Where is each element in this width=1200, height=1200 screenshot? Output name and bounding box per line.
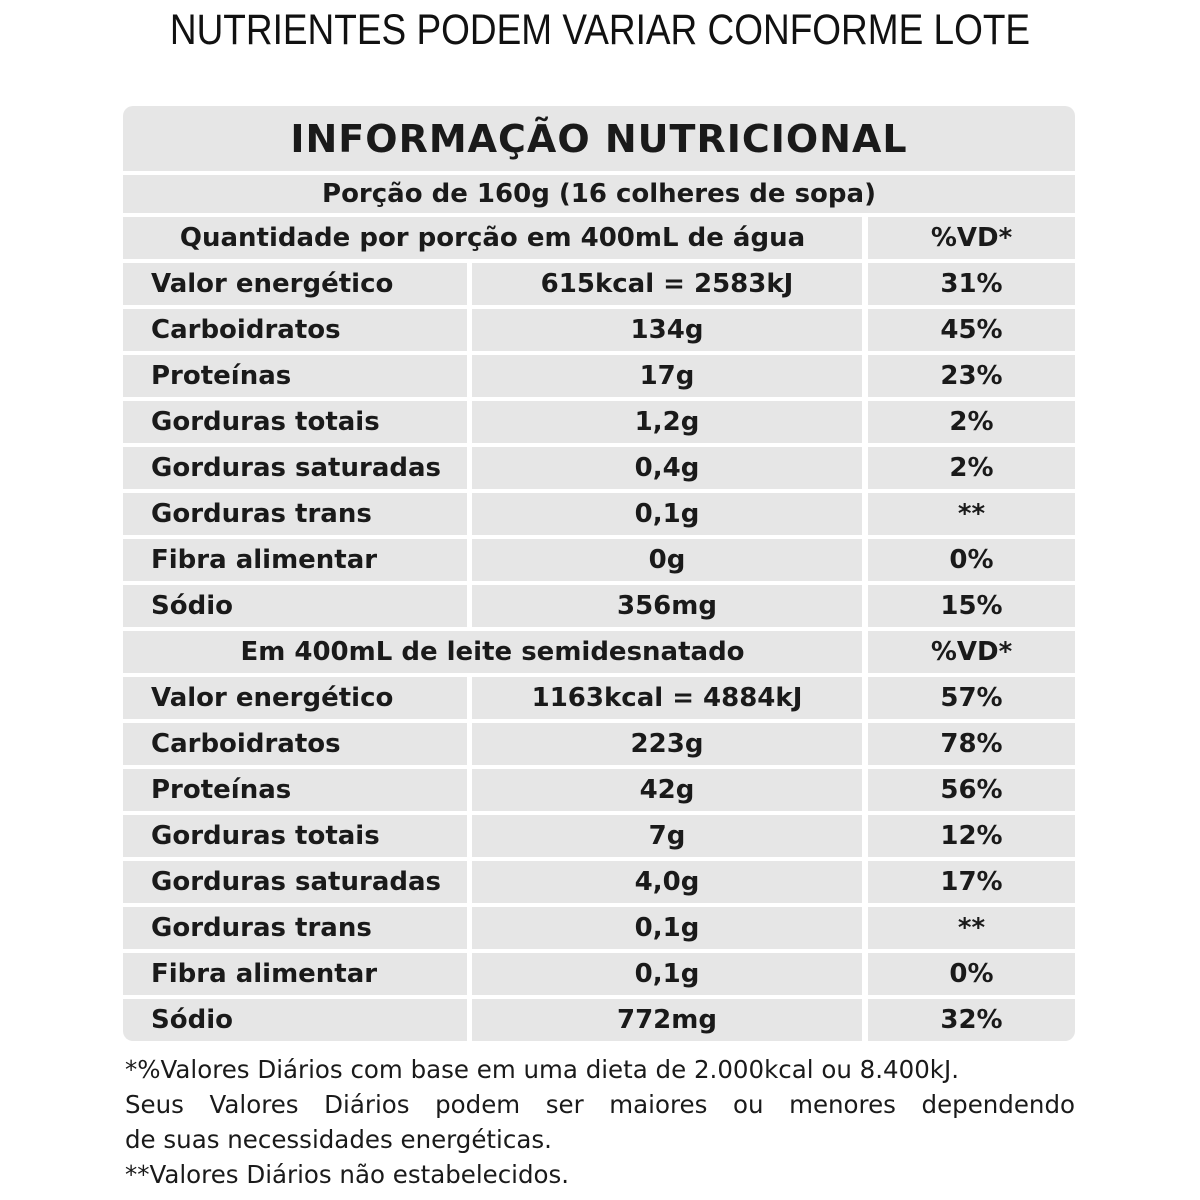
portion-size: Porção de 160g (16 colheres de sopa) xyxy=(123,175,1075,213)
table-row xyxy=(123,585,1075,627)
nutrient-name: Gorduras totais xyxy=(123,401,467,443)
nutrient-amount: 772mg xyxy=(472,999,862,1041)
nutrient-amount: 4,0g xyxy=(472,861,862,903)
nutrient-vd: 2% xyxy=(868,401,1075,443)
table-row xyxy=(123,953,1075,995)
nutrition-facts-table xyxy=(123,106,1075,1045)
nutrient-name: Proteínas xyxy=(123,355,467,397)
table-row xyxy=(123,355,1075,397)
table-row xyxy=(123,999,1075,1041)
nutrient-name: Carboidratos xyxy=(123,723,467,765)
nutrient-vd: 0% xyxy=(868,539,1075,581)
nutrient-name: Fibra alimentar xyxy=(123,539,467,581)
nutrient-name: Proteínas xyxy=(123,769,467,811)
section-header-label: Em 400mL de leite semidesnatado xyxy=(123,631,862,673)
nutrient-vd: 2% xyxy=(868,447,1075,489)
section-header-water xyxy=(123,217,1075,259)
nutrient-vd: 12% xyxy=(868,815,1075,857)
nutrient-amount: 223g xyxy=(472,723,862,765)
footnote-energy-needs: de suas necessidades energéticas. xyxy=(125,1125,552,1154)
nutrient-name: Sódio xyxy=(123,585,467,627)
table-row xyxy=(123,539,1075,581)
nutrient-name: Gorduras trans xyxy=(123,493,467,535)
table-row xyxy=(123,815,1075,857)
table-row xyxy=(123,401,1075,443)
nutrient-amount: 1,2g xyxy=(472,401,862,443)
nutrient-amount: 356mg xyxy=(472,585,862,627)
nutrient-vd: 56% xyxy=(868,769,1075,811)
nutrient-amount: 0,4g xyxy=(472,447,862,489)
nutrient-amount: 615kcal = 2583kJ xyxy=(472,263,862,305)
nutrient-amount: 0,1g xyxy=(472,907,862,949)
nutrient-name: Valor energético xyxy=(123,677,467,719)
table-row xyxy=(123,677,1075,719)
nutrient-vd: 31% xyxy=(868,263,1075,305)
table-row xyxy=(123,309,1075,351)
footnotes xyxy=(125,1052,1075,1192)
nutrient-vd: ** xyxy=(868,493,1075,535)
table-title: INFORMAÇÃO NUTRICIONAL xyxy=(123,106,1075,171)
table-row xyxy=(123,861,1075,903)
table-row xyxy=(123,723,1075,765)
nutrient-amount: 17g xyxy=(472,355,862,397)
nutrient-name: Fibra alimentar xyxy=(123,953,467,995)
nutrient-name: Sódio xyxy=(123,999,467,1041)
vd-header: %VD* xyxy=(868,217,1075,259)
section-header-milk xyxy=(123,631,1075,673)
nutrient-amount: 42g xyxy=(472,769,862,811)
table-row xyxy=(123,769,1075,811)
nutrient-amount: 7g xyxy=(472,815,862,857)
nutrient-amount: 0,1g xyxy=(472,493,862,535)
footnote-daily-values-variation: Seus Valores Diários podem ser maiores ou menores dependendo xyxy=(125,1090,1075,1119)
nutrient-vd: 32% xyxy=(868,999,1075,1041)
nutrient-name: Valor energético xyxy=(123,263,467,305)
nutrient-amount: 0,1g xyxy=(472,953,862,995)
nutrient-name: Gorduras saturadas xyxy=(123,447,467,489)
nutrient-amount: 1163kcal = 4884kJ xyxy=(472,677,862,719)
nutrient-amount: 0g xyxy=(472,539,862,581)
nutrient-vd: 15% xyxy=(868,585,1075,627)
nutrient-name: Carboidratos xyxy=(123,309,467,351)
nutrient-amount: 134g xyxy=(472,309,862,351)
table-row xyxy=(123,907,1075,949)
nutrient-vd: 57% xyxy=(868,677,1075,719)
footnote-not-established: **Valores Diários não estabelecidos. xyxy=(125,1160,570,1189)
nutrient-name: Gorduras trans xyxy=(123,907,467,949)
table-row xyxy=(123,447,1075,489)
table-row xyxy=(123,263,1075,305)
section-header-label: Quantidade por porção em 400mL de água xyxy=(123,217,862,259)
vd-header: %VD* xyxy=(868,631,1075,673)
nutrient-vd: 45% xyxy=(868,309,1075,351)
footnote-daily-values-basis: *%Valores Diários com base em uma dieta de 2.000kcal ou 8.400kJ. xyxy=(125,1055,959,1084)
nutrient-name: Gorduras totais xyxy=(123,815,467,857)
nutrient-vd: 23% xyxy=(868,355,1075,397)
nutrient-vd: ** xyxy=(868,907,1075,949)
nutrient-vd: 78% xyxy=(868,723,1075,765)
table-row xyxy=(123,493,1075,535)
nutrient-vd: 0% xyxy=(868,953,1075,995)
nutrient-name: Gorduras saturadas xyxy=(123,861,467,903)
batch-variation-note: NUTRIENTES PODEM VARIAR CONFORME LOTE xyxy=(169,6,1031,54)
nutrient-vd: 17% xyxy=(868,861,1075,903)
